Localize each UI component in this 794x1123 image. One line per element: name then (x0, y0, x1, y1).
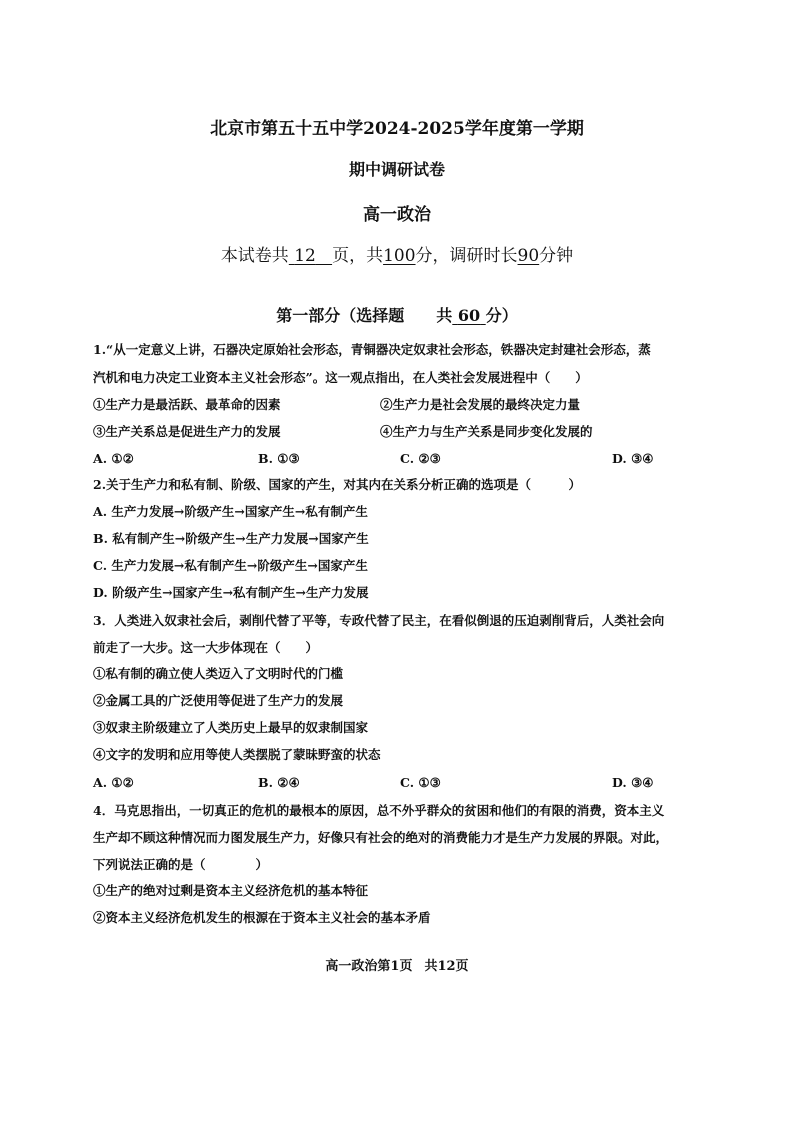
info-score: 100 (383, 246, 416, 266)
page-footer (0, 955, 794, 974)
info-pages-suffix: 页，共 (332, 246, 384, 266)
q1-stem-line-1: 1.“从一定意义上讲，石器决定原始社会形态，青铜器决定奴隶社会形态，铁器决定封建社会形态，蒸 (93, 342, 651, 357)
exam-subject: 高一政治 (363, 205, 431, 225)
exam-title: 北京市第五十五中学2024-2025学年度第一学期 (210, 119, 584, 139)
q4-stem-line-1: 4．马克思指出，一切真正的危机的最根本的原因，总不外乎群众的贫困和他们的有限的消费，资本主义 (93, 803, 665, 818)
q3-option-b: B. ②④ (258, 775, 300, 790)
info-minutes-suffix: 分钟 (539, 246, 574, 266)
q2-option-d: D. 阶级产生→国家产生→私有制产生→生产力发展 (93, 585, 369, 600)
q3-stem-line-1: 3．人类进入奴隶社会后，剥削代替了平等，专政代替了民主，在看似倒退的压迫剥削背后，人类社会向 (93, 613, 665, 628)
q1-statement-1: ①生产力是最活跃、最革命的因素 (93, 397, 281, 412)
q1-option-b: B. ①③ (258, 451, 300, 466)
info-pages: 12 (294, 246, 316, 266)
section-score: 60 (457, 306, 481, 325)
q4-statement-1: ①生产的绝对过剩是资本主义经济危机的基本特征 (93, 883, 369, 898)
info-prefix: 本试卷共 (220, 246, 289, 266)
q3-statement-1: ①私有制的确立使人类迈入了文明时代的门槛 (93, 666, 344, 681)
section-heading (0, 303, 794, 326)
q2-option-a: A. 生产力发展→阶级产生→国家产生→私有制产生 (93, 504, 368, 519)
info-score-suffix: 分，调研时长 (415, 246, 518, 266)
q1-option-a: A. ①② (93, 451, 134, 466)
q1-option-c: C. ②③ (400, 451, 441, 466)
q3-statement-4: ④文字的发明和应用等使人类摆脱了蒙昧野蛮的状态 (93, 747, 381, 762)
q3-option-a: A. ①② (93, 775, 134, 790)
footer-total: 共12页 (424, 959, 469, 974)
q1-stem-line-2: 汽机和电力决定工业资本主义社会形态”。这一观点指出，在人类社会发展进程中（ ） (93, 370, 588, 385)
q4-stem-line-2: 生产却不顾这种情况而力图发展生产力，好像只有社会的绝对的消费能力才是生产力发展的界限。对此， (93, 830, 669, 845)
footer-page: 高一政治第1页 (325, 959, 413, 974)
section-prefix: 第一部分（选择题 共 (276, 306, 453, 325)
section-suffix: 分） (485, 306, 518, 325)
q3-statement-3: ③奴隶主阶级建立了人类历史上最早的奴隶制国家 (93, 720, 369, 735)
exam-info (0, 241, 794, 266)
q2-option-b: B. 私有制产生→阶级产生→生产力发展→国家产生 (93, 531, 369, 546)
q2-stem-line-1: 2.关于生产力和私有制、阶级、国家的产生，对其内在关系分析正确的选项是（ ） (93, 477, 582, 492)
q4-stem-line-3: 下列说法正确的是（ ） (93, 857, 269, 872)
q4-statement-2: ②资本主义经济危机发生的根源在于资本主义社会的基本矛盾 (93, 910, 431, 925)
q1-statement-2: ②生产力是社会发展的最终决定力量 (380, 397, 581, 412)
exam-subtitle: 期中调研试卷 (348, 160, 445, 179)
q2-option-c: C. 生产力发展→私有制产生→阶级产生→国家产生 (93, 558, 368, 573)
q1-statement-4: ④生产力与生产关系是同步变化发展的 (380, 424, 593, 439)
q3-option-c: C. ①③ (400, 775, 441, 790)
q3-stem-line-2: 前走了一大步。这一大步体现在（ ） (93, 640, 319, 655)
q3-statement-2: ②金属工具的广泛使用等促进了生产力的发展 (93, 693, 344, 708)
info-minutes: 90 (517, 246, 540, 266)
q3-option-d: D. ③④ (612, 775, 654, 790)
q1-statement-3: ③生产关系总是促进生产力的发展 (93, 424, 281, 439)
q1-option-d: D. ③④ (612, 451, 654, 466)
